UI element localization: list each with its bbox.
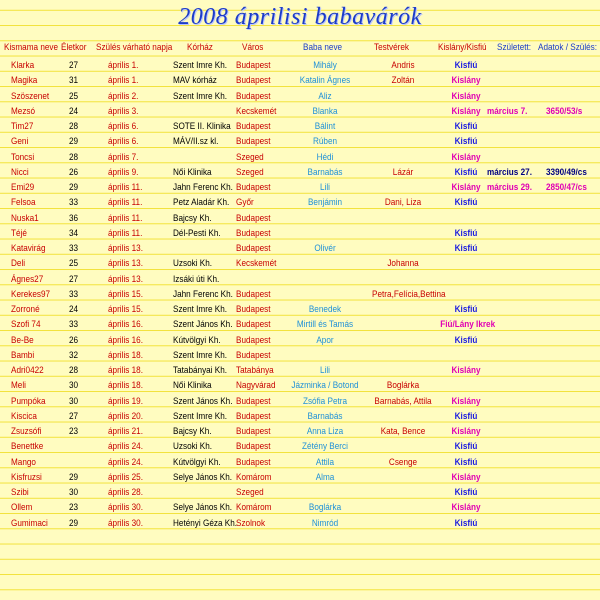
age-cell: 30	[69, 487, 79, 498]
siblings-cell: Csenge	[388, 456, 418, 468]
city-cell: Budapest	[236, 121, 271, 132]
mother-name: Geni	[11, 136, 29, 148]
mother-name: Mango	[11, 456, 36, 468]
sex-cell: Kislány	[451, 105, 481, 117]
due-date-cell: április 6.	[108, 121, 139, 132]
hospital-cell: Szent Imre Kh.	[173, 304, 228, 315]
baby-name-cell: Katalin Ágnes	[299, 75, 351, 87]
age-cell: 28	[69, 121, 79, 132]
table-row	[0, 363, 600, 378]
sex-cell: Kisfiú	[454, 517, 478, 529]
due-date-cell: április 7.	[108, 151, 139, 163]
age-cell: 29	[69, 517, 79, 529]
table-row	[0, 58, 600, 73]
sex-cell: Kisfiú	[454, 136, 478, 148]
hospital-cell: MÁV/II.sz kl.	[173, 136, 219, 148]
mother-name: Meli	[11, 380, 26, 392]
baby-name-cell: Lili	[320, 365, 330, 376]
due-date-cell: április 18.	[108, 380, 143, 392]
born-date-cell: március 29.	[487, 182, 532, 193]
hospital-cell: Szent Imre Kh.	[173, 60, 228, 71]
hospital-cell: Tatabányai Kh.	[173, 365, 228, 376]
city-cell: Szeged	[236, 151, 264, 163]
hospital-cell: SOTE II. Klinika	[173, 121, 231, 132]
city-cell: Tatabánya	[236, 365, 274, 376]
city-cell: Budapest	[236, 90, 271, 102]
table-row	[0, 500, 600, 515]
age-cell: 29	[69, 182, 79, 193]
mother-name: Ágnes27	[11, 273, 44, 285]
due-date-cell: április 28.	[108, 487, 143, 498]
table-row	[0, 89, 600, 104]
city-cell: Kecskemét	[236, 105, 277, 117]
baby-name-cell: Barnabás	[307, 166, 343, 178]
mother-name: Toncsi	[11, 151, 35, 163]
hospital-cell: Bajcsy Kh.	[173, 426, 212, 437]
city-cell: Budapest	[236, 75, 271, 87]
age-cell: 24	[69, 304, 79, 315]
mother-name: Szofi 74	[11, 319, 41, 331]
due-date-cell: április 11.	[108, 182, 143, 193]
baby-name-cell: Zsófia Petra	[302, 395, 348, 407]
sex-cell: Kisfiú	[454, 121, 478, 132]
header-born: Született:	[497, 42, 532, 53]
siblings-cell: Johanna	[387, 258, 419, 270]
age-cell: 27	[69, 273, 79, 285]
siblings-cell: Kata, Bence	[380, 426, 426, 437]
age-cell: 28	[69, 151, 79, 163]
age-cell: 27	[69, 410, 79, 422]
due-date-cell: április 24.	[108, 441, 143, 453]
sex-cell: Kislány	[451, 182, 481, 193]
due-date-cell: április 11.	[108, 227, 143, 239]
due-date-cell: április 24.	[108, 456, 143, 468]
siblings-cell: Barnabás, Attila	[374, 395, 432, 407]
header-siblings: Testvérek	[374, 42, 409, 53]
baby-name-cell: Aliz	[318, 90, 332, 102]
hospital-cell: Bajcsy Kh.	[173, 212, 212, 224]
age-cell: 32	[69, 349, 79, 361]
mother-name: Téjé	[11, 227, 27, 239]
city-cell: Szolnok	[236, 517, 266, 529]
due-date-cell: április 6.	[108, 136, 139, 148]
siblings-cell: Andris	[391, 60, 415, 71]
header-row	[0, 40, 600, 55]
due-date-cell: április 11.	[108, 197, 143, 209]
hospital-cell: Uzsoki Kh.	[173, 258, 213, 270]
due-date-cell: április 18.	[108, 349, 143, 361]
city-cell: Budapest	[236, 456, 271, 468]
mother-name: Nicci	[11, 166, 29, 178]
mother-name: Zorroné	[11, 304, 40, 315]
birth-data-cell: 3390/49/cs	[546, 166, 587, 178]
table-row	[0, 455, 600, 470]
table-row	[0, 104, 600, 119]
hospital-cell: Női Klinika	[173, 166, 212, 178]
age-cell: 30	[69, 395, 79, 407]
mother-name: Szöszenet	[11, 90, 50, 102]
mother-name: Ollem	[11, 502, 33, 514]
age-cell: 26	[69, 334, 79, 346]
table-row	[0, 211, 600, 226]
baby-name-cell: Blanka	[312, 105, 338, 117]
age-cell: 31	[69, 75, 79, 87]
sex-cell: Kisfiú	[454, 334, 478, 346]
mother-name: Adri0422	[11, 365, 44, 376]
mother-name: Bambi	[11, 349, 35, 361]
baby-name-cell: Jázminka / Botond	[291, 380, 359, 392]
age-cell: 36	[69, 212, 79, 224]
age-cell: 33	[69, 197, 79, 209]
sex-cell: Kislány	[451, 502, 481, 514]
mother-name: Magika	[11, 75, 38, 87]
mother-name: Emi29	[11, 182, 35, 193]
header-name: Kismama neve	[4, 42, 59, 53]
city-cell: Szeged	[236, 487, 264, 498]
due-date-cell: április 18.	[108, 365, 143, 376]
table-row	[0, 470, 600, 485]
city-cell: Budapest	[236, 349, 271, 361]
age-cell: 33	[69, 243, 79, 254]
age-cell: 29	[69, 136, 79, 148]
mother-name: Nuska1	[11, 212, 39, 224]
hospital-cell: Izsáki úti Kh.	[173, 273, 220, 285]
age-cell: 23	[69, 426, 79, 437]
sex-cell: Fiú/Lány Ikrek	[440, 319, 496, 331]
baby-name-cell: Barnabás	[307, 410, 343, 422]
city-cell: Budapest	[236, 304, 271, 315]
table-row	[0, 180, 600, 195]
table-row	[0, 317, 600, 332]
page-title: 2008 áprilisi babavárók	[178, 4, 422, 30]
city-cell: Budapest	[236, 136, 271, 148]
age-cell: 33	[69, 288, 79, 300]
siblings-cell: Lázár	[392, 166, 414, 178]
baby-name-cell: Benjámin	[307, 197, 343, 209]
city-cell: Budapest	[236, 410, 271, 422]
mother-name: Kiscica	[11, 410, 37, 422]
sex-cell: Kislány	[451, 90, 481, 102]
city-cell: Komárom	[236, 502, 272, 514]
mother-name: Szibi	[11, 487, 29, 498]
siblings-cell: Petra,Felícia,Bettina	[372, 288, 446, 300]
city-cell: Győr	[236, 197, 254, 209]
due-date-cell: április 15.	[108, 304, 143, 315]
mother-name: Gumimaci	[11, 517, 48, 529]
sex-cell: Kislány	[451, 365, 481, 376]
age-cell: 23	[69, 502, 79, 514]
table-row	[0, 348, 600, 363]
city-cell: Budapest	[236, 288, 271, 300]
table-row	[0, 256, 600, 271]
due-date-cell: április 21.	[108, 426, 143, 437]
baby-name-cell: Apor	[316, 334, 334, 346]
due-date-cell: április 16.	[108, 319, 143, 331]
due-date-cell: április 1.	[108, 75, 139, 87]
age-cell: 29	[69, 471, 79, 483]
hospital-cell: Szent Imre Kh.	[173, 349, 228, 361]
sex-cell: Kisfiú	[454, 197, 478, 209]
sex-cell: Kislány	[451, 395, 481, 407]
due-date-cell: április 1.	[108, 60, 139, 71]
birth-data-cell: 3650/53/s	[546, 105, 583, 117]
table-row	[0, 302, 600, 317]
born-date-cell: március 7.	[487, 105, 528, 117]
sex-cell: Kisfiú	[454, 304, 478, 315]
sex-cell: Kisfiú	[454, 410, 478, 422]
due-date-cell: április 13.	[108, 243, 143, 254]
mother-name: Mezsó	[11, 105, 36, 117]
siblings-cell: Boglárka	[386, 380, 420, 392]
table-row	[0, 439, 600, 454]
table-row	[0, 516, 600, 531]
header-age: Életkor	[61, 42, 87, 53]
due-date-cell: április 13.	[108, 273, 143, 285]
hospital-cell: Jahn Ferenc Kh.	[173, 182, 233, 193]
sex-cell: Kisfiú	[454, 243, 478, 254]
sex-cell: Kislány	[451, 75, 481, 87]
city-cell: Budapest	[236, 182, 271, 193]
hospital-cell: Petz Aladár Kh.	[173, 197, 230, 209]
city-cell: Budapest	[236, 334, 271, 346]
city-cell: Budapest	[236, 395, 271, 407]
due-date-cell: április 25.	[108, 471, 143, 483]
hospital-cell: Szent Imre Kh.	[173, 410, 228, 422]
header-baby: Baba neve	[303, 42, 343, 53]
mother-name: Benettke	[11, 441, 44, 453]
baby-name-cell: Mirtill és Tamás	[296, 319, 354, 331]
age-cell: 27	[69, 60, 79, 71]
hospital-cell: Kútvölgyi Kh.	[173, 334, 221, 346]
born-date-cell: március 27.	[487, 166, 532, 178]
city-cell: Budapest	[236, 227, 271, 239]
baby-name-cell: Anna Liza	[306, 426, 344, 437]
mother-name: Felsoa	[11, 197, 36, 209]
header-due: Szülés várható napja	[96, 42, 173, 53]
due-date-cell: április 15.	[108, 288, 143, 300]
hospital-cell: Szent János Kh.	[173, 395, 233, 407]
table-row	[0, 150, 600, 165]
hospital-cell: Szent János Kh.	[173, 319, 233, 331]
sex-cell: Kislány	[451, 426, 481, 437]
sex-cell: Kislány	[451, 151, 481, 163]
sex-cell: Kisfiú	[454, 166, 478, 178]
baby-name-cell: Olivér	[314, 243, 336, 254]
hospital-cell: MAV kórház	[173, 75, 217, 87]
city-cell: Budapest	[236, 60, 271, 71]
sex-cell: Kisfiú	[454, 227, 478, 239]
age-cell: 33	[69, 319, 79, 331]
hospital-cell: Szent Imre Kh.	[173, 90, 228, 102]
age-cell: 28	[69, 365, 79, 376]
baby-name-cell: Nimród	[311, 517, 339, 529]
due-date-cell: április 16.	[108, 334, 143, 346]
age-cell: 25	[69, 90, 79, 102]
sex-cell: Kisfiú	[454, 441, 478, 453]
table-row	[0, 241, 600, 256]
mother-name: Tim27	[11, 121, 34, 132]
city-cell: Budapest	[236, 212, 271, 224]
table-row	[0, 287, 600, 302]
table-row	[0, 73, 600, 88]
baby-name-cell: Benedek	[308, 304, 342, 315]
hospital-cell: Hetényi Géza Kh.	[173, 517, 238, 529]
due-date-cell: április 30.	[108, 517, 143, 529]
age-cell: 24	[69, 105, 79, 117]
baby-name-cell: Bálint	[314, 121, 336, 132]
city-cell: Komárom	[236, 471, 272, 483]
hospital-cell: Kútvölgyi Kh.	[173, 456, 221, 468]
hospital-cell: Uzsoki Kh.	[173, 441, 213, 453]
table-row	[0, 195, 600, 210]
table-row	[0, 485, 600, 500]
age-cell: 26	[69, 166, 79, 178]
mother-name: Zsuzsófi	[11, 426, 42, 437]
due-date-cell: április 9.	[108, 166, 139, 178]
baby-name-cell: Attila	[315, 456, 335, 468]
table-row	[0, 394, 600, 409]
city-cell: Szeged	[236, 166, 264, 178]
table-row	[0, 119, 600, 134]
baby-name-cell: Rúben	[312, 136, 338, 148]
hospital-cell: Selye János Kh.	[173, 471, 233, 483]
sex-cell: Kisfiú	[454, 487, 478, 498]
baby-name-cell: Mihály	[313, 60, 337, 71]
header-city: Város	[242, 42, 264, 53]
city-cell: Budapest	[236, 319, 271, 331]
hospital-cell: Dél-Pesti Kh.	[173, 227, 221, 239]
birth-data-cell: 2850/47/cs	[546, 182, 587, 193]
header-hospital: Kórház	[187, 42, 213, 53]
age-cell: 30	[69, 380, 79, 392]
sex-cell: Kisfiú	[454, 456, 478, 468]
sex-cell: Kislány	[451, 471, 481, 483]
baby-name-cell: Lili	[320, 182, 330, 193]
due-date-cell: április 20.	[108, 410, 143, 422]
due-date-cell: április 2.	[108, 90, 139, 102]
siblings-cell: Zoltán	[391, 75, 415, 87]
city-cell: Budapest	[236, 426, 271, 437]
table-row	[0, 333, 600, 348]
table-row	[0, 272, 600, 287]
baby-name-cell: Alma	[315, 471, 335, 483]
header-sex: Kislány/Kisfiú	[438, 42, 487, 53]
table-row	[0, 378, 600, 393]
due-date-cell: április 13.	[108, 258, 143, 270]
mother-name: Klarka	[11, 60, 35, 71]
due-date-cell: április 11.	[108, 212, 143, 224]
due-date-cell: április 3.	[108, 105, 139, 117]
mother-name: Kisfruzsi	[11, 471, 42, 483]
sex-cell: Kisfiú	[454, 60, 478, 71]
due-date-cell: április 30.	[108, 502, 143, 514]
table-row	[0, 134, 600, 149]
mother-name: Be-Be	[11, 334, 34, 346]
baby-name-cell: Boglárka	[308, 502, 342, 514]
mother-name: Kerekes97	[11, 288, 51, 300]
table-row	[0, 424, 600, 439]
age-cell: 25	[69, 258, 79, 270]
city-cell: Nagyvárad	[236, 380, 276, 392]
table-row	[0, 226, 600, 241]
mother-name: Deli	[11, 258, 26, 270]
city-cell: Budapest	[236, 243, 271, 254]
table-row	[0, 165, 600, 180]
hospital-cell: Jahn Ferenc Kh.	[173, 288, 233, 300]
city-cell: Budapest	[236, 441, 271, 453]
age-cell: 34	[69, 227, 79, 239]
mother-name: Pumpóka	[11, 395, 46, 407]
header-data: Adatok / Szülés:	[538, 42, 598, 53]
baby-name-cell: Hédi	[316, 151, 334, 163]
mother-name: Katavirág	[11, 243, 46, 254]
siblings-cell: Dani, Liza	[384, 197, 422, 209]
due-date-cell: április 19.	[108, 395, 143, 407]
hospital-cell: Női Klinika	[173, 380, 212, 392]
hospital-cell: Selye János Kh.	[173, 502, 233, 514]
table-body	[0, 58, 600, 531]
table-row	[0, 409, 600, 424]
baby-name-cell: Zétény Berci	[302, 441, 348, 453]
city-cell: Kecskemét	[236, 258, 277, 270]
